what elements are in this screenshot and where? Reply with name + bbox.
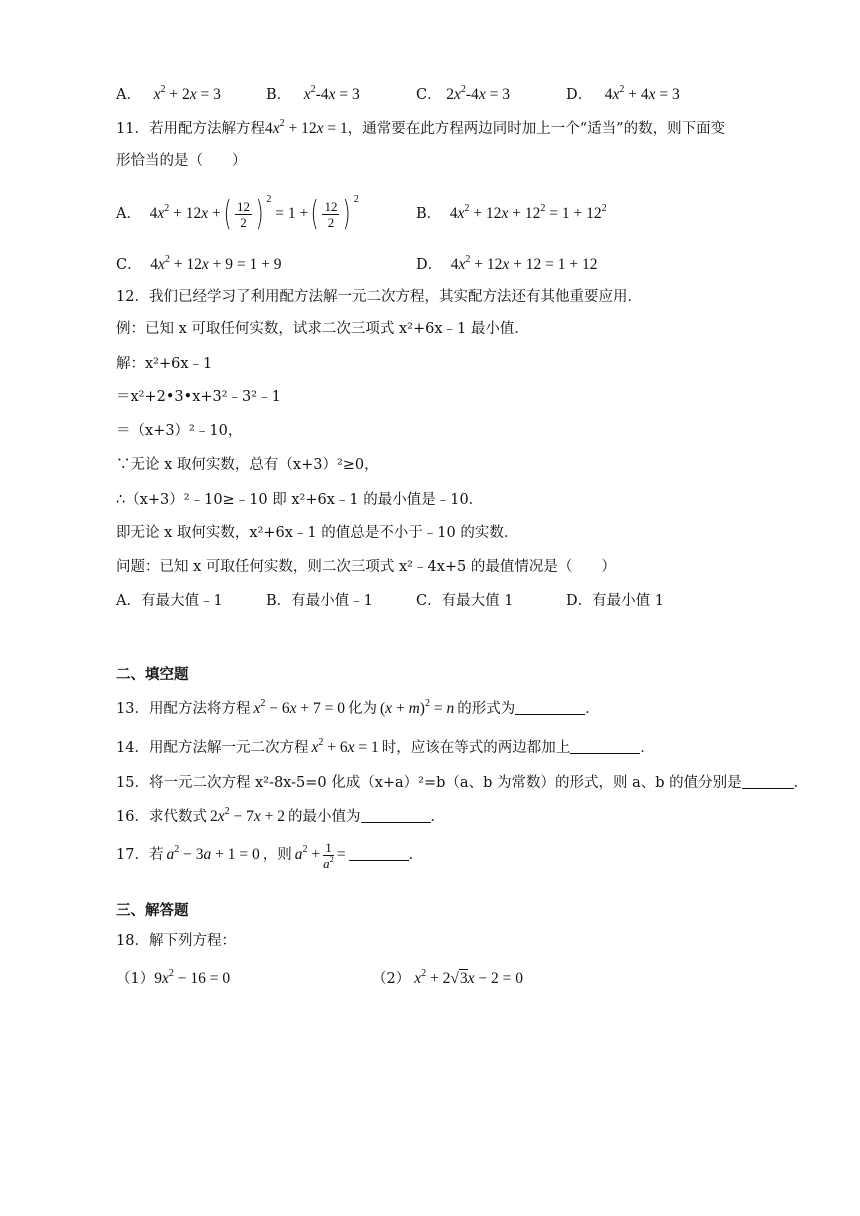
question-number: 13． (116, 701, 149, 717)
q18-stem: 18．解下列方程： (116, 933, 236, 949)
q10-option-b-math: $x^2-4x = 3$ (303, 83, 360, 103)
option-label: C． (416, 87, 442, 103)
q15 (116, 772, 808, 794)
q18-part-1-math: $9x^2 - 16 = 0$ (154, 967, 231, 987)
q12-option-b (266, 590, 373, 612)
q17-expression: $a^2$ + $\frac{1}{a^2}$ = (294, 839, 346, 871)
q12-solution-line-2: ＝x²+2•3•x+3²﹣3²﹣1 (116, 389, 281, 405)
q10-option-a-math: $x^2 + 2x = 3$ (153, 83, 221, 103)
q12-option-d (566, 590, 664, 612)
q17-text-before: 若 (148, 847, 164, 863)
q12-option-c (416, 590, 513, 612)
q10-option-d-math: $4x^2 + 4x = 3$ (604, 83, 680, 103)
q13-end: ． (585, 701, 600, 717)
answer-blank[interactable] (742, 774, 794, 789)
q14-equation: $x^2 + 6x = 1$ (311, 736, 379, 756)
q15-text: 15．将一元二次方程 x²-8x-5=0 化成（x+a）²=b（a、b 为常数）的形式，则 a、b 的值分别是 (116, 775, 742, 791)
question-number: 11． (116, 121, 149, 137)
q14 (116, 737, 655, 759)
option-text: 有最大值 1 (441, 593, 514, 609)
question-number: 16． (116, 809, 149, 825)
q11-text-before: 若用配方法解方程 (148, 121, 265, 137)
section-title-solve: 三、解答题 (116, 903, 189, 919)
section-title-fill-in: 二、填空题 (116, 667, 189, 683)
option-label: A． (116, 87, 141, 103)
q14-end: ． (640, 740, 655, 756)
q17-equation: $a^2 - 3a + 1 = 0$ (166, 843, 260, 863)
q11-option-c (116, 254, 282, 276)
q11-option-a-math: $4x^2 + 12x$ + ( $\frac{12}{2}$ ) $^2$ = 1 + ( $\frac{12}{2}$ ) $^2$ (149, 193, 359, 235)
q12-solution-line-5: ∴（x+3）²﹣10≥﹣10 即 x²+6x﹣1 的最小值是﹣10． (116, 492, 484, 508)
option-label: B． (416, 206, 442, 222)
q17 (116, 836, 423, 874)
option-label: B． (266, 87, 292, 103)
question-number: 14． (116, 740, 149, 756)
q11-text-after: ，通常要在此方程两边同时加上一个“适当”的数，则下面变 (347, 121, 726, 137)
q13-form: $(x + m)^2 = n$ (380, 697, 455, 717)
q12-intro: 12．我们已经学习了利用配方法解一元二次方程，其实配方法还有其他重要应用． (116, 289, 642, 305)
option-text: 有最小值 1 (592, 593, 664, 609)
q12-solution-line-1: 解：x²+6x﹣1 (116, 356, 213, 372)
q11-option-d (416, 254, 598, 276)
q14-text-before: 用配方法解一元二次方程 (148, 740, 309, 756)
q16-text-before: 求代数式 (148, 809, 207, 825)
q16-expression: $2x^2 - 7x + 2$ (209, 805, 286, 825)
q11-equation: $4x^2 + 12x = 1$ (264, 117, 348, 137)
part-label: （2） (372, 971, 411, 987)
q11-option-a (116, 194, 359, 234)
answer-blank[interactable] (349, 846, 409, 861)
q16-text-after: 的最小值为 (288, 809, 361, 825)
option-label: A． (116, 593, 141, 609)
q10-option-c (416, 84, 510, 106)
q17-end: ． (408, 847, 424, 863)
option-text: 有最小值﹣1 (291, 593, 373, 609)
q17-text-mid: ，则 (262, 847, 292, 863)
q13-text-mid: 化为 (348, 701, 377, 717)
answer-blank[interactable] (361, 808, 431, 823)
q11-option-d-math: $4x^2 + 12x + 12 = 1 + 12$ (450, 253, 598, 273)
answer-blank[interactable] (515, 700, 585, 715)
q18-part-2 (372, 968, 523, 990)
q10-option-c-math: $2x^2-4x = 3$ (446, 83, 510, 103)
option-label: C． (416, 593, 442, 609)
q18-part-1 (116, 968, 230, 990)
q11-option-b (416, 203, 607, 225)
option-text: 有最大值﹣1 (140, 593, 223, 609)
option-label: C． (116, 257, 142, 273)
q16-end: ． (430, 809, 446, 825)
q13-text-before: 用配方法将方程 (148, 701, 251, 717)
q15-end: ． (793, 775, 809, 791)
option-label: B． (266, 593, 292, 609)
option-label: D． (566, 87, 593, 103)
q18-part-2-math: $x^2 + 2√3x - 2 = 0$ (414, 967, 524, 987)
q10-option-a (116, 84, 221, 106)
q14-text-after: 时，应该在等式的两边都加上 (381, 740, 571, 756)
q12-solution-line-3: ＝（x+3）²﹣10， (116, 423, 243, 439)
q13-equation: $x^2 - 6x + 7 = 0$ (253, 697, 345, 717)
part-label: （1） (116, 971, 155, 987)
q12-solution-line-6: 即无论 x 取何实数，x²+6x﹣1 的值总是不小于﹣10 的实数． (116, 525, 519, 541)
question-number: 17． (116, 847, 149, 863)
q11-stem-line2: 形恰当的是（ ） (116, 153, 247, 169)
q13 (116, 698, 600, 720)
q12-option-a (116, 590, 223, 612)
q12-example: 例：已知 x 可取任何实数，试求二次三项式 x²+6x﹣1 最小值． (116, 321, 529, 337)
q13-text-after: 的形式为 (457, 701, 516, 717)
option-label: D． (416, 257, 443, 273)
q11-stem (116, 118, 725, 140)
q10-option-d (566, 84, 680, 106)
q11-option-c-math: $4x^2 + 12x + 9 = 1 + 9$ (150, 253, 282, 273)
q12-solution-line-4: ∵无论 x 取何实数，总有（x+3）²≥0， (116, 457, 379, 473)
q10-option-b (266, 84, 360, 106)
q16 (116, 806, 445, 828)
option-label: A． (116, 206, 141, 222)
option-label: D． (566, 593, 593, 609)
q11-option-b-math: $4x^2 + 12x + 12^2 = 1 + 12^2$ (449, 202, 607, 222)
q12-question: 问题：已知 x 可取任何实数，则二次三项式 x²﹣4x+5 的最值情况是（ ） (116, 559, 616, 575)
answer-blank[interactable] (570, 739, 640, 754)
